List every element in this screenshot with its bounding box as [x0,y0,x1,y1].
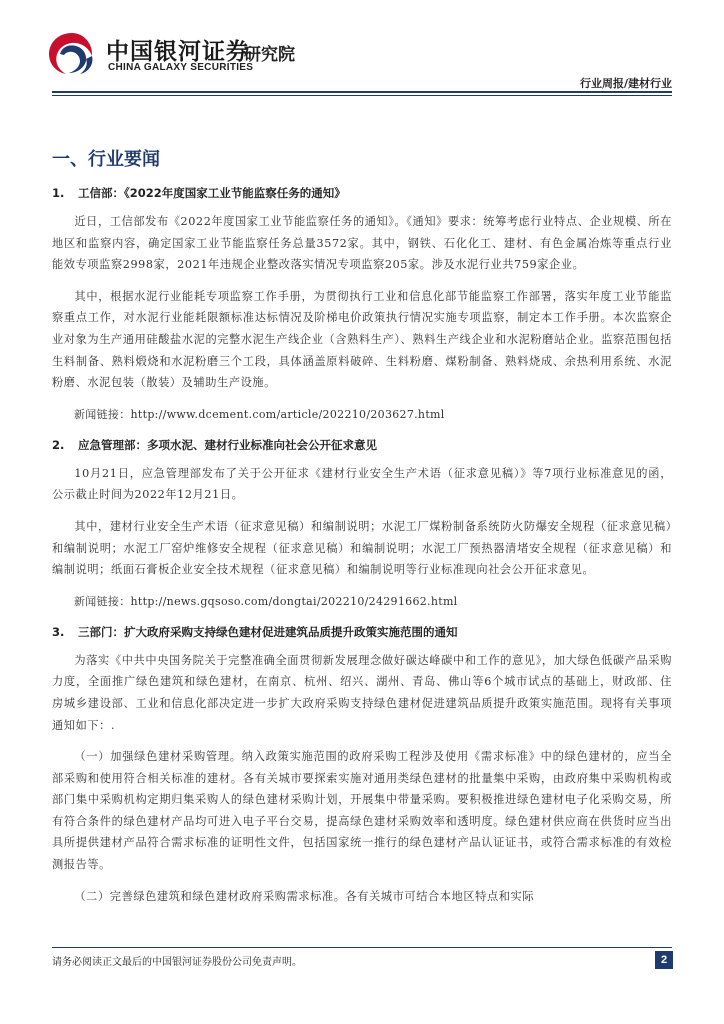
page-number: 2 [655,951,673,969]
news-item-number: 1. [52,186,65,200]
logo-chinese-name: 中国银河证券 [106,39,250,65]
section-title: 一、行业要闻 [52,149,160,170]
paragraph: 为落实《中共中央国务院关于完整准确全面贯彻新发展理念做好碳达峰碳中和工作的意见》，加大绿色低碳产品采购力度，全面推广绿色建筑和绿色建材，在南京、杭州、绍兴、湖州、青岛、佛山等6个城市试点的基础上，财政部、住房城乡建设部、工业和信息化部决定进一步扩大政府采购支持绿色建材促进建筑品质提升政策实施范围。现将有关事项通知如下：. [52,653,672,732]
news-item-heading: 应急管理部：多项水泥、建材行业标准向社会公开征求意见 [78,437,377,452]
news-item-title [52,437,672,453]
news-item-number: 2. [52,437,65,452]
paragraph: （一）加强绿色建材采购管理。纳入政策实施范围的政府采购工程涉及使用《需求标准》中的绿色建材的，应当全部采购和使用符合相关标准的建材。各有关城市要探索实施对通用类绿色建材的批量集中采购，由政府集中采购机构或部门集中采购机构定期归集采购人的绿色建材采购计划，开展集中带量采购。要积极推进绿色建材电子化采购交易，所有符合条件的绿色建材产品均可进入电子平台交易，提高绿色建材采购效率和透明度。绿色建材供应商在供货时应当出具所提供建材产品符合需求标准的证明性文件，包括国家统一推行的绿色建材产品认证证书，或符合需求标准的有效检测报告等。 [52,750,672,872]
news-link[interactable]: 新闻链接：http://news.gqsoso.com/dongtai/202210/24291662.html [74,594,458,608]
footer-disclaimer: 请务必阅读正文最后的中国银河证券股份公司免责声明。 [52,957,302,968]
paragraph: （二）完善绿色建筑和绿色建材政府采购需求标准。各有关城市可结合本地区特点和实际 [74,889,535,903]
news-item-title [52,624,672,640]
paragraph: 近日，工信部发布《2022年度国家工业节能监察任务的通知》。《通知》要求：统筹考虑行业特点、企业规模、所在地区和监察内容，确定国家工业节能监察任务总量3572家。其中，钢铁、石化化工、建材、有色金属冶炼等重点行业能效专项监察2998家，2021年违规企业整改落实情况专项监察205家。涉及水泥行业共759家企业。 [52,215,672,272]
header-divider [52,91,672,93]
report-type: 行业周报/建材行业 [579,77,672,90]
paragraph: 其中，根据水泥行业能耗专项监察工作手册，为贯彻执行工业和信息化部节能监察工作部署，落实年度工业节能监察重点工作，对水泥行业能耗限额标准达标情况及阶梯电价政策执行情况实施专项监察，制定本工作手册。本次监察企业对象为生产通用硅酸盐水泥的完整水泥生产线企业（含熟料生产）、熟料生产线企业和水泥粉磨站企业。监察范围包括生料制备、熟料煅烧和水泥粉磨三个工段，具体涵盖原料破碎、生料粉磨、煤粉制备、熟料烧成、余热利用系统、水泥粉磨、水泥包装（散装）及辅助生产设施。 [52,289,672,390]
footer-divider [52,947,672,948]
logo-english-name: CHINA GALAXY SECURITIES [108,62,254,73]
header-divider-thin [52,95,672,96]
paragraph: 10月21日，应急管理部发布了关于公开征求《建材行业安全生产术语（征求意见稿）》等7项行业标准意见的函，公示截止时间为2022年12月21日。 [52,466,672,502]
galaxy-logo-icon [46,30,98,76]
page-header [0,0,724,100]
news-item-heading: 三部门：扩大政府采购支持绿色建材促进建筑品质提升政策实施范围的通知 [78,624,458,639]
logo-subtitle: 研究院 [244,45,295,65]
paragraph: 其中，建材行业安全生产术语（征求意见稿）和编制说明；水泥工厂煤粉制备系统防火防爆安全规程（征求意见稿）和编制说明；水泥工厂窑炉维修安全规程（征求意见稿）和编制说明；水泥工厂预热器清堵安全规程（征求意见稿）和编制说明；纸面石膏板企业安全技术规程（征求意见稿）和编制说明等行业标准现向社会公开征求意见。 [52,519,672,577]
news-item-heading: 工信部：《2022年度国家工业节能监察任务的通知》 [78,186,346,200]
news-item-number: 3. [52,624,65,639]
news-link[interactable]: 新闻链接：http://www.dcement.com/article/202210/203627.html [74,407,445,421]
main-content [52,145,672,917]
news-item-title [52,185,672,201]
